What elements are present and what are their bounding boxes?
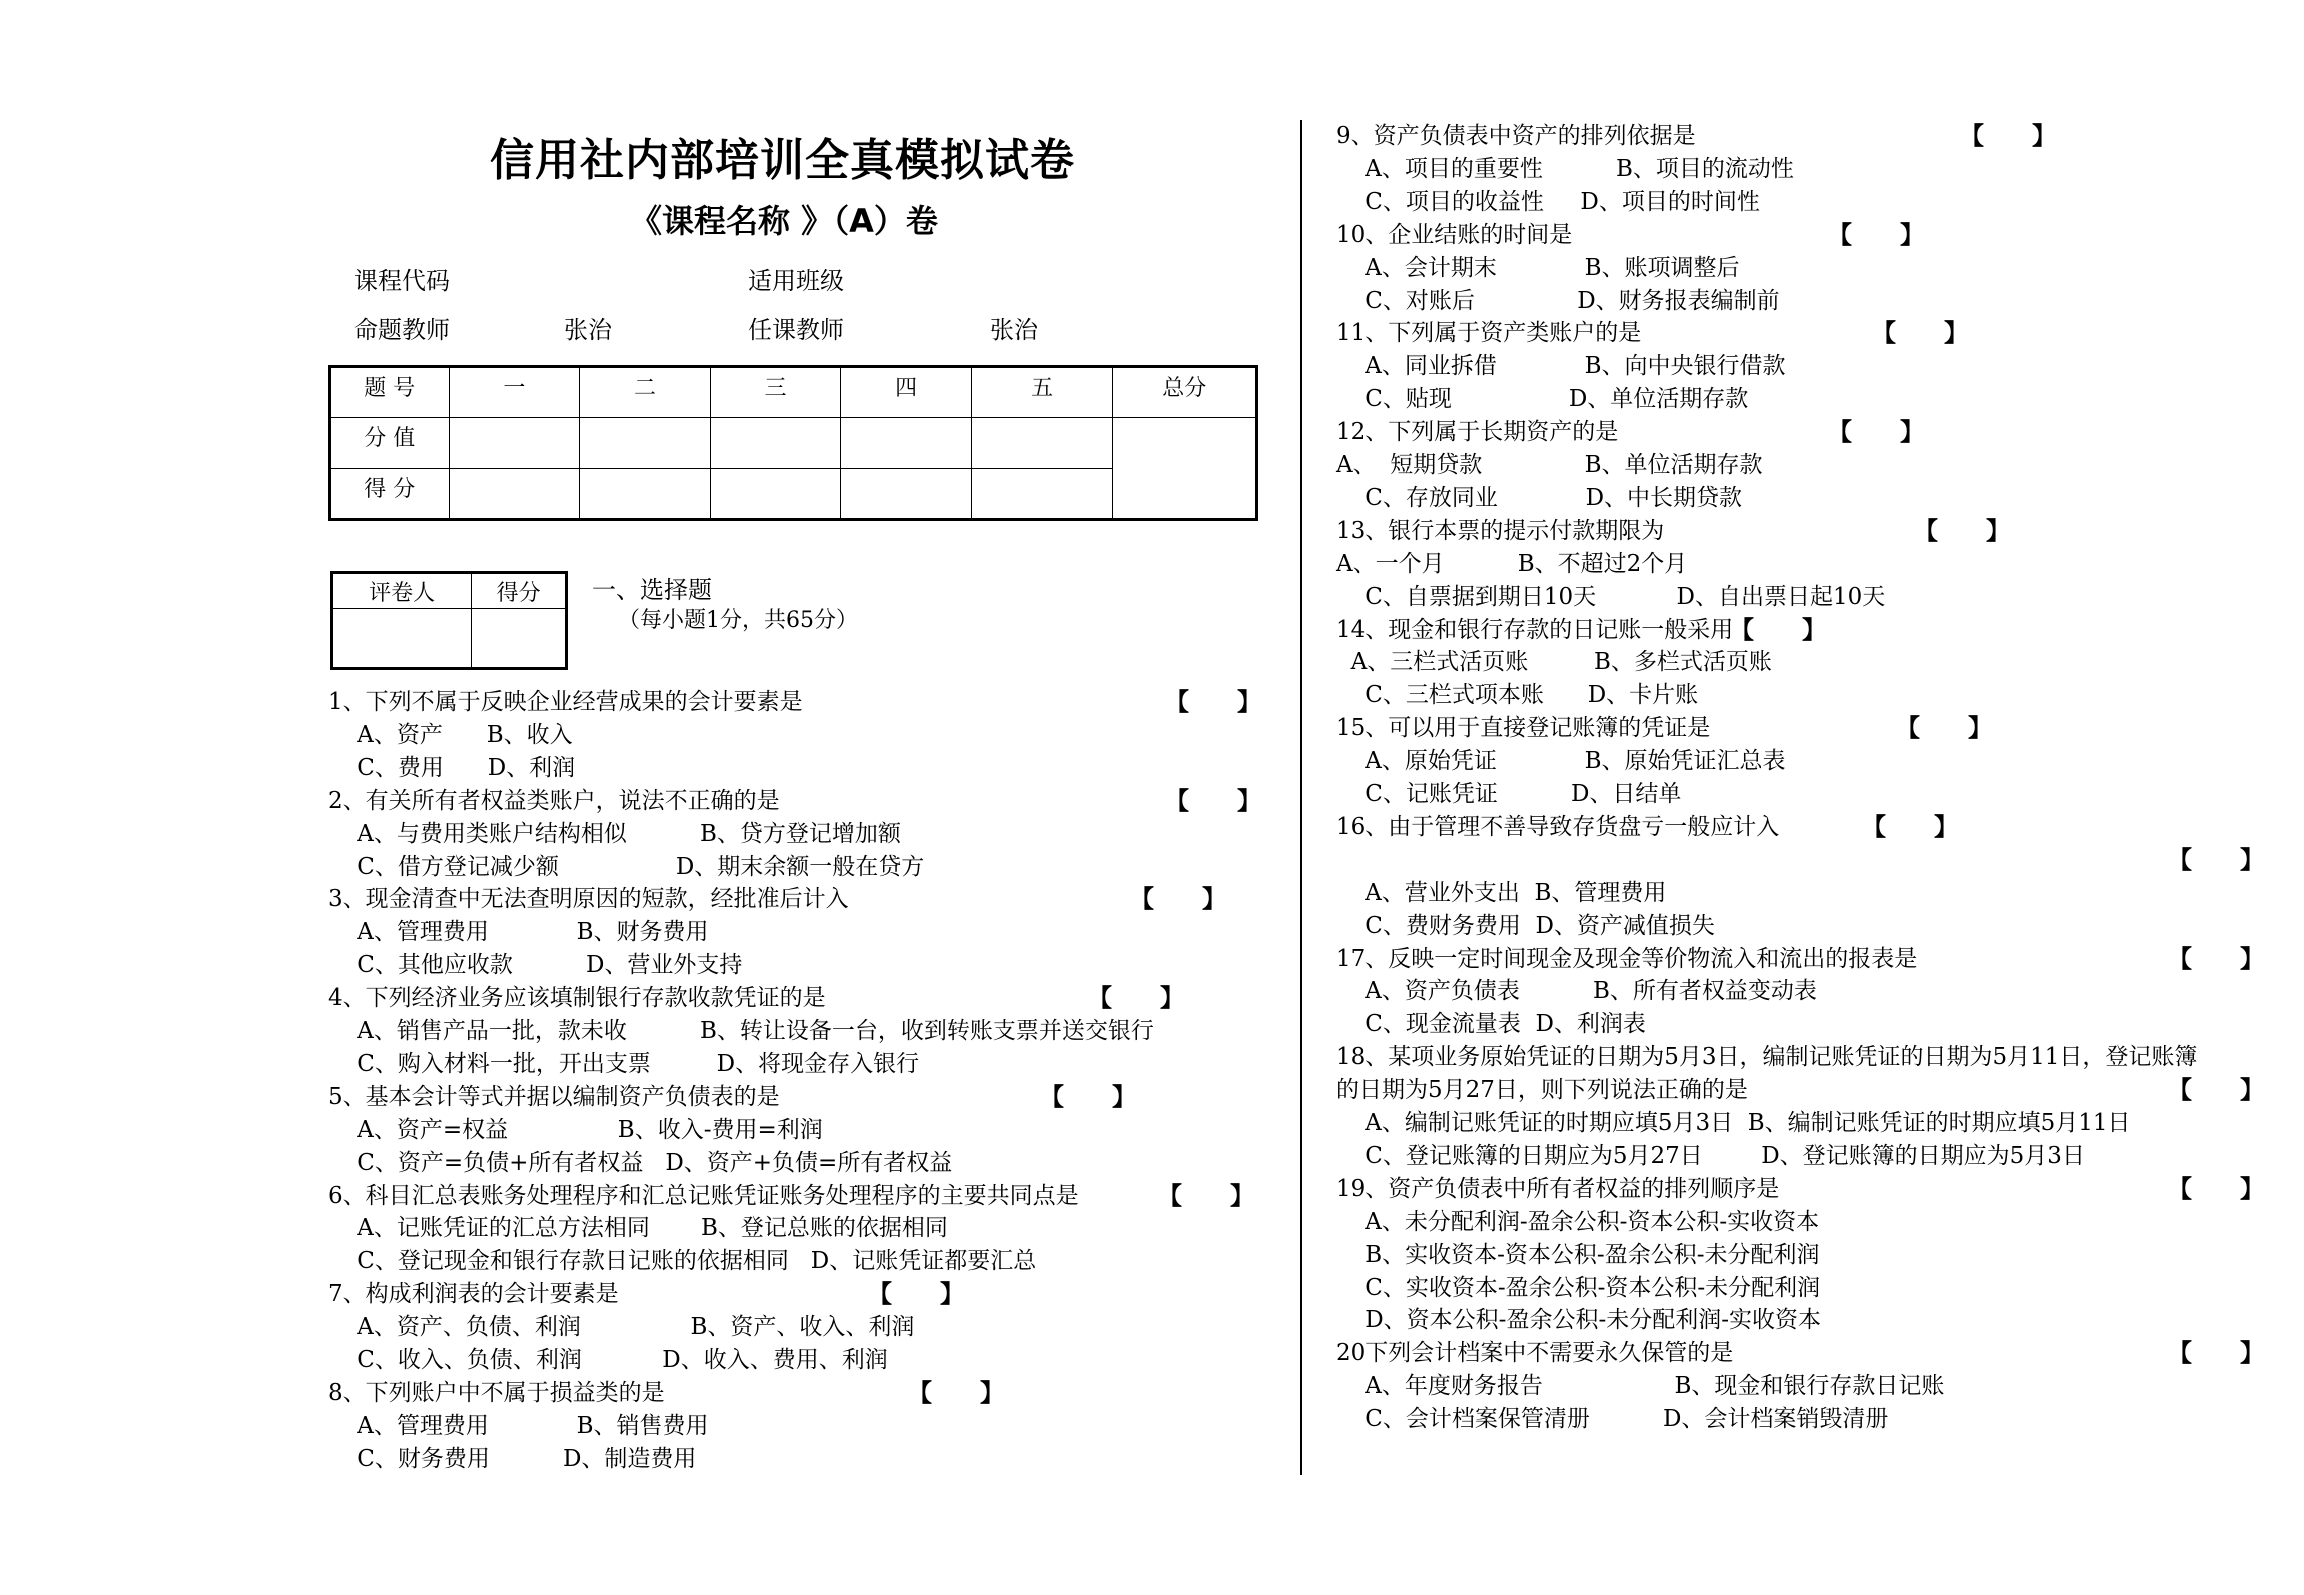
- answer-bracket[interactable]: 【 】: [1165, 688, 1261, 716]
- right-question-line: A、三栏式活页账 B、多栏式活页账: [1336, 649, 1772, 675]
- right-question-line: 17、反映一定时间现金及现金等价物流入和流出的报表是: [1336, 946, 1918, 972]
- left-question-line: C、费用 D、利润: [328, 755, 576, 781]
- left-question-line: A、资产=权益 B、收入-费用=利润: [328, 1117, 823, 1143]
- score-table: [328, 365, 1258, 521]
- right-question-line: 13、银行本票的提示付款期限为: [1336, 518, 1665, 544]
- class-label: 适用班级: [748, 267, 844, 295]
- grader-table: [330, 571, 568, 670]
- right-question-line: C、登记账簿的日期应为5月27日 D、登记账簿的日期应为5月3日: [1336, 1143, 2085, 1169]
- left-question-line: 5、基本会计等式并据以编制资产负债表的是: [328, 1084, 780, 1110]
- right-question-line: 11、下列属于资产类账户的是: [1336, 320, 1642, 346]
- answer-bracket[interactable]: 【 】: [1130, 885, 1226, 913]
- left-question-line: 2、有关所有者权益类账户，说法不正确的是: [328, 788, 780, 814]
- right-question-line: A、 短期贷款 B、单位活期存款: [1336, 452, 1763, 478]
- left-question-line: A、资产、负债、利润 B、资产、收入、利润: [328, 1314, 915, 1340]
- right-question-line: C、项目的收益性 D、项目的时间性: [1336, 189, 1760, 215]
- right-question-line: C、贴现 D、单位活期存款: [1336, 386, 1749, 412]
- right-question-line: A、会计期末 B、账项调整后: [1336, 255, 1740, 281]
- right-question-line: 10、企业结账的时间是: [1336, 222, 1573, 248]
- col-1: 一: [449, 367, 580, 418]
- score-cell[interactable]: [841, 418, 972, 468]
- right-question-line: C、自票据到期日10天 D、自出票日起10天: [1336, 584, 1886, 610]
- right-question-line: C、费财务费用 D、资产减值损失: [1336, 913, 1715, 939]
- answer-bracket[interactable]: 【 】: [1158, 1182, 1254, 1210]
- right-question-line: C、实收资本-盈余公积-资本公积-未分配利润: [1336, 1275, 1821, 1301]
- setter-label: 命题教师: [354, 316, 450, 344]
- right-question-line: C、现金流量表 D、利润表: [1336, 1011, 1646, 1037]
- row-label-value: 分 值: [330, 418, 450, 468]
- answer-bracket[interactable]: 【 】: [1040, 1083, 1136, 1111]
- section-title: 一、选择题: [592, 576, 712, 604]
- exam-title: 信用社内部培训全真模拟试卷: [490, 135, 1075, 186]
- right-question-line: C、记账凭证 D、日结单: [1336, 781, 1682, 807]
- right-question-line: C、会计档案保管清册 D、会计档案销毁清册: [1336, 1406, 1889, 1432]
- left-question-line: 4、下列经济业务应该填制银行存款收款凭证的是: [328, 985, 826, 1011]
- left-question-line: A、销售产品一批，款未收 B、转让设备一台，收到转账支票并送交银行: [328, 1018, 1154, 1044]
- grader-score-label: 得分: [472, 573, 567, 609]
- answer-bracket[interactable]: 【 】: [1862, 813, 1958, 841]
- right-question-line: C、对账后 D、财务报表编制前: [1336, 288, 1780, 314]
- answer-bracket[interactable]: 【 】: [2168, 1175, 2264, 1203]
- left-question-line: C、资产=负债+所有者权益 D、资产+负债=所有者权益: [328, 1150, 953, 1176]
- reviewer-label: 评卷人: [332, 573, 472, 609]
- right-question-line: 14、现金和银行存款的日记账一般采用: [1336, 617, 1734, 643]
- right-question-line: D、资本公积-盈余公积-未分配利润-实收资本: [1336, 1307, 1821, 1333]
- left-question-line: A、与费用类账户结构相似 B、贷方登记增加额: [328, 821, 901, 847]
- answer-bracket[interactable]: 【 】: [908, 1379, 1004, 1407]
- answer-bracket[interactable]: 【 】: [2168, 1076, 2264, 1104]
- right-question-line: A、营业外支出 B、管理费用: [1336, 880, 1667, 906]
- left-question-line: 7、构成利润表的会计要素是: [328, 1281, 619, 1307]
- left-question-line: A、管理费用 B、销售费用: [328, 1413, 709, 1439]
- right-question-line: 的日期为5月27日，则下列说法正确的是: [1336, 1077, 1748, 1103]
- right-question-line: 19、资产负债表中所有者权益的排列顺序是: [1336, 1176, 1780, 1202]
- right-question-line: A、同业拆借 B、向中央银行借款: [1336, 353, 1786, 379]
- left-question-line: C、购入材料一批，开出支票 D、将现金存入银行: [328, 1051, 920, 1077]
- left-question-line: 8、下列账户中不属于损益类的是: [328, 1380, 665, 1406]
- right-question-line: A、编制记账凭证的时期应填5月3日 B、编制记账凭证的时期应填5月11日: [1336, 1110, 2131, 1136]
- score-cell[interactable]: [710, 468, 841, 520]
- right-question-line: A、未分配利润-盈余公积-资本公积-实收资本: [1336, 1209, 1820, 1235]
- score-table-value-row: [330, 418, 1257, 468]
- score-cell[interactable]: [971, 418, 1113, 468]
- left-question-line: C、借方登记减少额 D、期末余额一般在贷方: [328, 854, 925, 880]
- answer-bracket[interactable]: 【 】: [1828, 221, 1924, 249]
- score-cell[interactable]: [580, 418, 711, 468]
- left-question-line: 3、现金清查中无法查明原因的短款，经批准后计入: [328, 886, 849, 912]
- right-question-line: C、存放同业 D、中长期贷款: [1336, 485, 1743, 511]
- left-question-line: A、资产 B、收入: [328, 722, 573, 748]
- col-total: 总分: [1113, 367, 1257, 418]
- answer-bracket[interactable]: 【 】: [1960, 122, 2056, 150]
- course-code-label: 课程代码: [354, 267, 450, 295]
- right-question-line: 12、下列属于长期资产的是: [1336, 419, 1619, 445]
- answer-bracket[interactable]: 【 】: [1896, 714, 1992, 742]
- left-question-line: C、其他应收款 D、营业外支持: [328, 952, 743, 978]
- left-question-line: A、记账凭证的汇总方法相同 B、登记总账的依据相同: [328, 1215, 948, 1241]
- setter-name: 张治: [564, 316, 612, 344]
- answer-bracket[interactable]: 【 】: [2168, 846, 2264, 874]
- answer-bracket[interactable]: 【 】: [1165, 787, 1261, 815]
- right-question-line: A、一个月 B、不超过2个月: [1336, 551, 1688, 577]
- right-question-line: 16、由于管理不善导致存货盘亏一般应计入: [1336, 814, 1780, 840]
- score-cell[interactable]: [841, 468, 972, 520]
- left-question-line: C、登记现金和银行存款日记账的依据相同 D、记账凭证都要汇总: [328, 1248, 1037, 1274]
- left-question-line: 6、科目汇总表账务处理程序和汇总记账凭证账务处理程序的主要共同点是: [328, 1183, 1079, 1209]
- column-divider: [1300, 120, 1302, 1475]
- row-label-earned: 得 分: [330, 468, 450, 520]
- right-question-line: 18、某项业务原始凭证的日期为5月3日，编制记账凭证的日期为5月11日，登记账簿: [1336, 1044, 2198, 1070]
- col-2: 二: [580, 367, 711, 418]
- score-cell[interactable]: [580, 468, 711, 520]
- right-question-line: 20下列会计档案中不需要永久保管的是: [1336, 1340, 1734, 1366]
- score-table-header-row: [330, 367, 1257, 418]
- right-question-line: A、年度财务报告 B、现金和银行存款日记账: [1336, 1373, 1945, 1399]
- right-question-line: 9、资产负债表中资产的排列依据是: [1336, 123, 1696, 149]
- right-question-line: B、实收资本-资本公积-盈余公积-未分配利润: [1336, 1242, 1820, 1268]
- score-cell[interactable]: [710, 418, 841, 468]
- right-question-line: A、原始凭证 B、原始凭证汇总表: [1336, 748, 1786, 774]
- answer-bracket[interactable]: 【 】: [1872, 319, 1968, 347]
- teacher-name: 张治: [990, 316, 1038, 344]
- right-question-line: C、三栏式项本账 D、卡片账: [1336, 682, 1699, 708]
- col-3: 三: [710, 367, 841, 418]
- answer-bracket[interactable]: 【 】: [1088, 984, 1184, 1012]
- left-question-line: C、财务费用 D、制造费用: [328, 1446, 697, 1472]
- score-cell[interactable]: [449, 468, 580, 520]
- col-5: 五: [971, 367, 1113, 418]
- row-label-question-no: 题 号: [330, 367, 450, 418]
- answer-bracket[interactable]: 【 】: [2168, 1339, 2264, 1367]
- answer-bracket[interactable]: 【 】: [1914, 517, 2010, 545]
- answer-bracket[interactable]: 【 】: [868, 1280, 964, 1308]
- teacher-label: 任课教师: [748, 316, 844, 344]
- grader-score-cell[interactable]: [472, 609, 567, 669]
- score-cell[interactable]: [449, 418, 580, 468]
- section-note: （每小题1分，共65分）: [618, 608, 858, 633]
- score-cell[interactable]: [971, 468, 1113, 520]
- right-question-line: 15、可以用于直接登记账簿的凭证是: [1336, 715, 1711, 741]
- answer-bracket[interactable]: 【 】: [2168, 945, 2264, 973]
- left-question-line: A、管理费用 B、财务费用: [328, 919, 709, 945]
- right-question-line: A、资产负债表 B、所有者权益变动表: [1336, 978, 1817, 1004]
- left-question-line: C、收入、负债、利润 D、收入、费用、利润: [328, 1347, 888, 1373]
- answer-bracket[interactable]: 【 】: [1828, 418, 1924, 446]
- exam-subtitle: 《课程名称 》（A）卷: [630, 202, 938, 240]
- answer-bracket[interactable]: 【 】: [1730, 616, 1826, 644]
- total-score-cell[interactable]: [1113, 418, 1257, 520]
- left-question-line: 1、下列不属于反映企业经营成果的会计要素是: [328, 689, 803, 715]
- col-4: 四: [841, 367, 972, 418]
- reviewer-cell[interactable]: [332, 609, 472, 669]
- right-question-line: A、项目的重要性 B、项目的流动性: [1336, 156, 1794, 182]
